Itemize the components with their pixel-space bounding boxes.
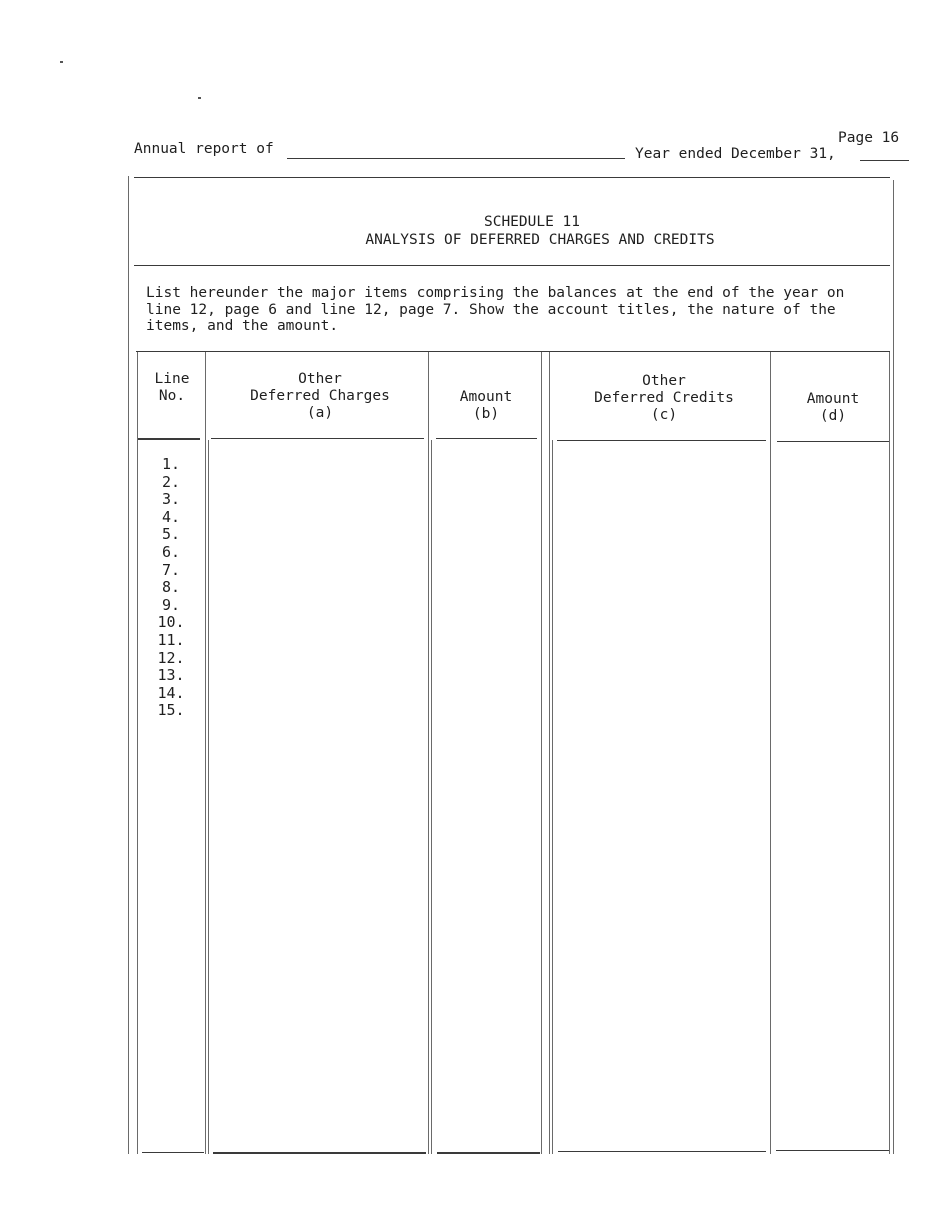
amount-b-bottom-rule bbox=[437, 1152, 540, 1154]
col-amount-b-header-line2: (b) bbox=[472, 406, 500, 422]
col-deferred-charges-header-line2: Deferred Charges bbox=[250, 388, 390, 404]
line-number: 11. bbox=[157, 630, 185, 649]
deferred-charges-bottom-rule bbox=[213, 1152, 426, 1154]
line-number-list bbox=[150, 456, 192, 720]
instructions-line-1: List hereunder the major items comprising the balances at the end of the year on bbox=[146, 285, 845, 301]
line-number: 6. bbox=[161, 542, 181, 561]
line-no-bottom-rule bbox=[142, 1152, 204, 1153]
instructions-line-3: items, and the amount. bbox=[146, 318, 339, 334]
col-separator-charges bbox=[428, 352, 429, 1154]
col-separator-line-no bbox=[205, 352, 206, 1154]
col-deferred-charges-header-line1: Other bbox=[298, 371, 342, 387]
col-deferred-charges-header-line3: (a) bbox=[306, 405, 334, 421]
scan-speck bbox=[60, 61, 63, 63]
deferred-credits-header-underline bbox=[557, 440, 766, 441]
deferred-charges-header-underline bbox=[211, 438, 424, 439]
col-amount-d-header-line1: Amount bbox=[806, 391, 860, 407]
col-deferred-credits-header-line3: (c) bbox=[650, 407, 678, 423]
table-left-border bbox=[137, 352, 138, 1154]
line-number: 3. bbox=[161, 490, 181, 509]
col-separator-double-right bbox=[549, 352, 550, 1154]
schedule-title: ANALYSIS OF DEFERRED CHARGES AND CREDITS bbox=[365, 232, 715, 248]
col-separator-credits bbox=[770, 352, 771, 1154]
annual-report-label: Annual report of bbox=[134, 141, 274, 157]
amount-d-header-underline bbox=[777, 441, 889, 442]
form-right-border bbox=[893, 180, 894, 1154]
line-number: 14. bbox=[157, 683, 185, 702]
form-top-border bbox=[134, 177, 890, 178]
form-left-border bbox=[128, 176, 129, 1154]
year-field-line bbox=[860, 160, 909, 161]
line-number: 7. bbox=[161, 560, 181, 579]
title-divider bbox=[134, 265, 890, 266]
col-separator-double-inner bbox=[552, 440, 553, 1154]
line-number: 12. bbox=[157, 648, 185, 667]
line-number: 13. bbox=[157, 666, 185, 685]
table-top-border bbox=[136, 351, 890, 352]
line-number: 9. bbox=[161, 595, 181, 614]
company-name-field-line bbox=[287, 158, 625, 159]
col-separator-line-no-inner bbox=[208, 440, 209, 1154]
col-amount-d-header-line2: (d) bbox=[819, 408, 847, 424]
scan-speck bbox=[198, 97, 201, 99]
line-number: 1. bbox=[161, 455, 181, 473]
page-number: Page 16 bbox=[838, 130, 900, 146]
line-number: 8. bbox=[161, 578, 181, 597]
instructions-line-2: line 12, page 6 and line 12, page 7. Show the account titles, the nature of the bbox=[146, 302, 836, 318]
amount-d-bottom-rule bbox=[776, 1150, 889, 1151]
line-no-header-underline bbox=[138, 438, 200, 440]
table-right-border bbox=[889, 352, 890, 1154]
col-deferred-credits-header-line1: Other bbox=[642, 373, 686, 389]
col-separator-charges-inner bbox=[431, 440, 432, 1154]
line-number: 15. bbox=[157, 701, 185, 720]
col-deferred-credits-header-line2: Deferred Credits bbox=[594, 390, 734, 406]
col-line-no-header-line2: No. bbox=[158, 388, 186, 404]
line-number: 2. bbox=[161, 472, 181, 491]
deferred-credits-bottom-rule bbox=[558, 1151, 766, 1152]
schedule-number: SCHEDULE 11 bbox=[483, 214, 581, 230]
col-line-no-header-line1: Line bbox=[154, 371, 190, 387]
line-number: 4. bbox=[161, 507, 181, 526]
col-separator-double-left bbox=[541, 352, 542, 1154]
amount-b-header-underline bbox=[436, 438, 537, 439]
col-amount-b-header-line1: Amount bbox=[459, 389, 513, 405]
line-number: 5. bbox=[161, 525, 181, 544]
line-number: 10. bbox=[157, 613, 185, 632]
year-ended-label: Year ended December 31, bbox=[635, 146, 836, 162]
